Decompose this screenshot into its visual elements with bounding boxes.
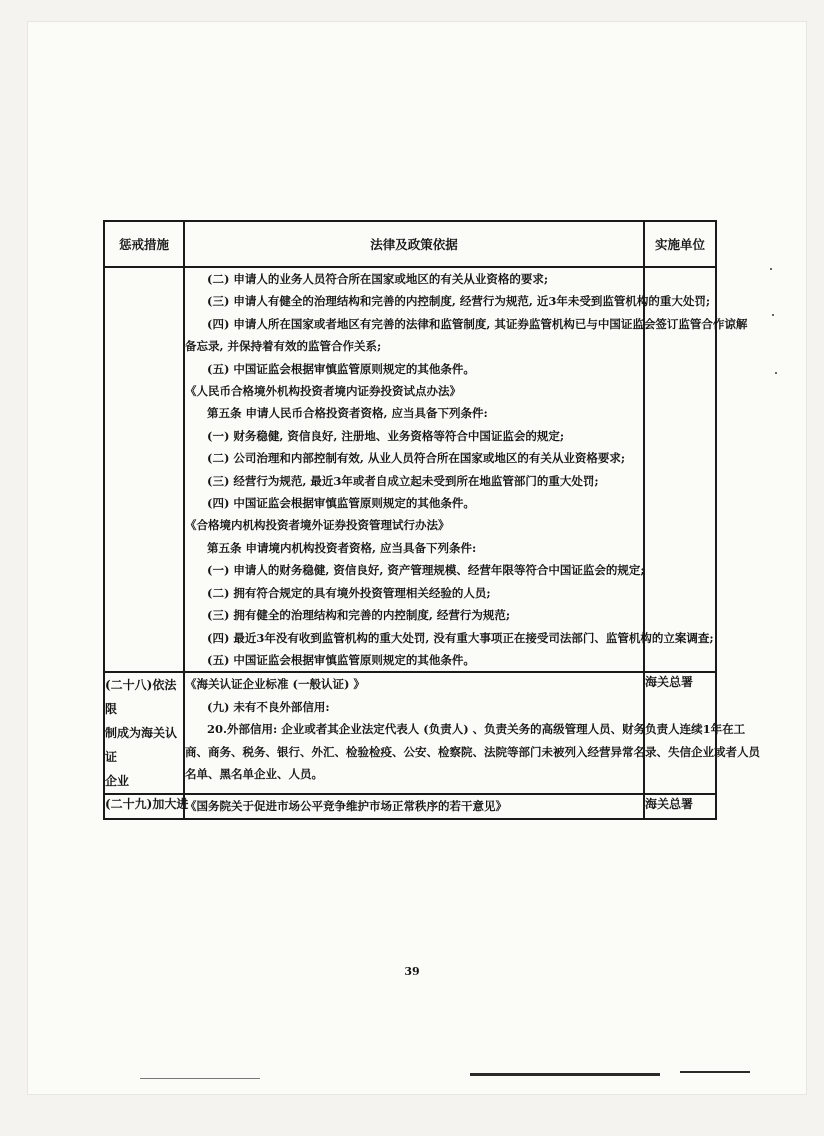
measure-line: 制成为海关认证 xyxy=(105,726,178,765)
measure-cell xyxy=(104,267,184,672)
scan-artifact-line xyxy=(140,1078,260,1079)
legal-basis-cell xyxy=(184,794,644,818)
table-header-row xyxy=(104,221,716,267)
law-line: (三) 拥有健全的治理结构和完善的内控制度, 经营行为规范; xyxy=(207,608,511,623)
law-line: (四) 中国证监会根据审慎监管原则规定的其他条件。 xyxy=(207,496,475,511)
measure-cell: (二十九)加大进 xyxy=(104,794,184,818)
law-line: 20.外部信用: 企业或者其企业法定代表人 (负责人) 、负责关务的高级管理人员、财务负责人连续1年在工 xyxy=(207,722,746,737)
law-line: (一) 申请人的财务稳健, 资信良好, 资产管理规模、经营年限等符合中国证监会的规定; xyxy=(207,563,645,578)
law-line: 第五条 申请境内机构投资者资格, 应当具备下列条件: xyxy=(207,540,477,555)
law-line: (二) 申请人的业务人员符合所在国家或地区的有关从业资格的要求; xyxy=(207,272,549,286)
table-row xyxy=(104,672,716,794)
header-unit: 实施单位 xyxy=(644,221,716,267)
law-line: 第五条 申请人民币合格投资者资格, 应当具备下列条件: xyxy=(207,406,488,421)
scan-speck xyxy=(770,268,772,270)
law-line: (二) 拥有符合规定的具有境外投资管理相关经验的人员; xyxy=(207,585,491,600)
legal-basis-cell xyxy=(184,267,748,672)
law-line: (一) 财务稳健, 资信良好, 注册地、业务资格等符合中国证监会的规定; xyxy=(207,428,565,443)
law-title: 《人民币合格境外机构投资者境内证券投资试点办法》 xyxy=(185,384,461,399)
header-legal-basis: 法律及政策依据 xyxy=(184,221,644,267)
page-number: 39 xyxy=(404,965,420,978)
header-measure: 惩戒措施 xyxy=(104,221,184,267)
law-line: (五) 中国证监会根据审慎监管原则规定的其他条件。 xyxy=(207,361,475,376)
law-title: 《合格境内机构投资者境外证券投资管理试行办法》 xyxy=(185,518,450,533)
law-line: (三) 经营行为规范, 最近3年或者自成立起未受到所在地监管部门的重大处罚; xyxy=(207,473,599,488)
law-line: (四) 最近3年没有收到监管机构的重大处罚, 没有重大事项正在接受司法部门、监管机构的立案调查; xyxy=(207,630,714,645)
regulation-table xyxy=(103,220,760,820)
law-line: 备忘录, 并保持着有效的监管合作关系; xyxy=(185,339,382,354)
scan-artifact-line xyxy=(470,1073,660,1076)
law-title: 《海关认证企业标准 (一般认证) 》 xyxy=(185,677,365,692)
scan-speck xyxy=(772,314,774,316)
measure-line: 企业 xyxy=(105,774,130,789)
measure-cell xyxy=(104,672,184,794)
law-line: (三) 申请人有健全的治理结构和完善的内控制度, 经营行为规范, 近3年未受到监管机构的重大处罚; xyxy=(207,294,711,309)
unit-cell: 海关总署 xyxy=(644,794,716,818)
law-line: 名单、黑名单企业、人员。 xyxy=(185,766,323,781)
law-line: (二) 公司治理和内部控制有效, 从业人员符合所在国家或地区的有关从业资格要求; xyxy=(207,451,626,466)
measure-line: (二十八)依法限 xyxy=(105,678,177,717)
scan-artifact-line xyxy=(680,1071,750,1073)
table-row xyxy=(104,267,716,672)
law-line: (五) 中国证监会根据审慎监管原则规定的其他条件。 xyxy=(207,652,475,667)
law-title: 《国务院关于促进市场公平竞争维护市场正常秩序的若干意见》 xyxy=(185,799,507,814)
law-line: (四) 申请人所在国家或者地区有完善的法律和监管制度, 其证券监管机构已与中国证监会签订监管合作谅解 xyxy=(207,316,748,331)
law-line: (九) 未有不良外部信用: xyxy=(207,699,330,714)
law-line: 商、商务、税务、银行、外汇、检验检疫、公安、检察院、法院等部门未被列入经营异常名录、失信企业或者人员 xyxy=(185,744,760,759)
table-row xyxy=(104,794,716,818)
scan-speck xyxy=(775,372,777,374)
unit-cell: 海关总署 xyxy=(644,672,716,794)
